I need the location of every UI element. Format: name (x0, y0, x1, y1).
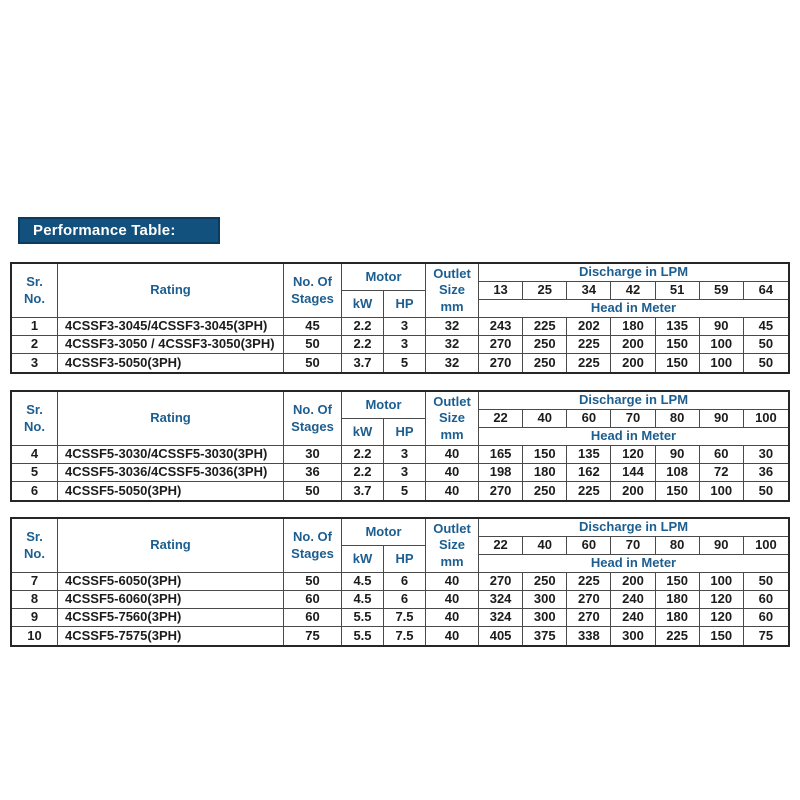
cell-rating: 4CSSF3-5050(3PH) (58, 354, 284, 372)
header-motor-hp: HP (384, 546, 426, 573)
cell-sr-no: 3 (12, 354, 58, 372)
cell-stages: 45 (284, 318, 342, 336)
header-outlet-size-line: Outlet (433, 521, 471, 537)
discharge-lpm-value: 59 (700, 282, 744, 300)
header-sr-no (12, 392, 58, 446)
header-outlet-size-line: Size (438, 282, 465, 298)
cell-head-m: 120 (700, 609, 744, 627)
discharge-lpm-value: 51 (656, 282, 700, 300)
cell-head-m: 240 (611, 609, 655, 627)
header-discharge-in-lpm: Discharge in LPM (479, 392, 788, 410)
cell-head-m: 250 (523, 354, 567, 372)
cell-outlet-mm: 40 (426, 446, 479, 464)
header-no-of-stages (284, 264, 342, 318)
discharge-lpm-value: 70 (611, 537, 655, 555)
cell-hp: 6 (384, 591, 426, 609)
discharge-lpm-value: 40 (523, 410, 567, 428)
header-sr-no-line: Sr. (26, 402, 43, 418)
cell-kw: 3.7 (342, 482, 384, 500)
discharge-lpm-value: 13 (479, 282, 523, 300)
header-sr-no-line: Sr. (26, 274, 43, 290)
header-head-in-meter: Head in Meter (479, 300, 788, 318)
header-no-of-stages-line: Stages (291, 418, 334, 434)
cell-sr-no: 1 (12, 318, 58, 336)
cell-head-m: 200 (611, 336, 655, 354)
cell-head-m: 100 (700, 336, 744, 354)
cell-head-m: 150 (656, 573, 700, 591)
cell-head-m: 270 (479, 573, 523, 591)
cell-outlet-mm: 40 (426, 609, 479, 627)
cell-kw: 2.2 (342, 336, 384, 354)
header-head-in-meter: Head in Meter (479, 555, 788, 573)
discharge-lpm-value: 42 (611, 282, 655, 300)
header-outlet-size (426, 519, 479, 573)
cell-rating: 4CSSF5-6060(3PH) (58, 591, 284, 609)
cell-head-m: 75 (758, 627, 774, 643)
cell-hp: 3 (384, 318, 426, 336)
cell-head-m: 243 (479, 318, 523, 336)
header-outlet-size-line: mm (440, 426, 464, 442)
cell-head-m: 270 (567, 591, 611, 609)
cell-stages: 75 (284, 627, 342, 645)
header-outlet-size-line: Size (438, 410, 465, 426)
cell-sr-no: 5 (12, 464, 58, 482)
cell-head-m: 225 (567, 354, 611, 372)
cell-head-m: 108 (656, 464, 700, 482)
cell-head-m: 60 (744, 609, 788, 627)
header-discharge-in-lpm: Discharge in LPM (479, 519, 788, 537)
header-motor: Motor (342, 264, 426, 291)
cell-sr-no: 8 (12, 591, 58, 609)
cell-stages: 60 (284, 591, 342, 609)
cell-head-m: 225 (567, 482, 611, 500)
discharge-lpm-value: 90 (700, 537, 744, 555)
header-head-in-meter: Head in Meter (479, 428, 788, 446)
cell-head-m: 250 (523, 573, 567, 591)
cell-hp: 5 (384, 482, 426, 500)
cell-head-m: 144 (611, 464, 655, 482)
cell-head-m: 150 (656, 354, 700, 372)
cell-head-m: 36 (744, 464, 788, 482)
header-sr-no-line: Sr. (26, 529, 43, 545)
discharge-lpm-value: 34 (567, 282, 611, 300)
performance-table-2 (10, 390, 790, 502)
cell-head-m: 100 (700, 354, 744, 372)
cell-outlet-mm: 32 (426, 318, 479, 336)
cell-head-m: 180 (656, 591, 700, 609)
cell-outlet-mm: 40 (426, 482, 479, 500)
cell-sr-no: 6 (12, 482, 58, 500)
cell-head-m: 270 (479, 336, 523, 354)
cell-rating: 4CSSF5-5050(3PH) (58, 482, 284, 500)
header-no-of-stages-line: No. Of (293, 402, 332, 418)
cell-head-m: 60 (744, 591, 788, 609)
cell-head-m: 250 (523, 482, 567, 500)
cell-head-m: 180 (611, 318, 655, 336)
header-rating: Rating (58, 519, 284, 573)
cell-kw: 2.2 (342, 464, 384, 482)
cell-sr-no: 7 (12, 573, 58, 591)
cell-stages: 50 (284, 482, 342, 500)
cell-outlet-mm: 40 (426, 464, 479, 482)
cell-head-m: 300 (523, 591, 567, 609)
cell-rating: 4CSSF5-7560(3PH) (58, 609, 284, 627)
cell-head-m: 200 (611, 573, 655, 591)
discharge-lpm-value: 25 (523, 282, 567, 300)
cell-head-m: 150 (656, 482, 700, 500)
cell-head-m: 225 (567, 336, 611, 354)
discharge-lpm-value: 70 (611, 410, 655, 428)
discharge-lpm-value: 100 (744, 537, 788, 555)
cell-head-m: 50 (744, 573, 788, 591)
cell-hp: 7.5 (384, 627, 426, 645)
cell-head-m: 50 (744, 336, 788, 354)
cell-head-m: 30 (744, 446, 788, 464)
cell-sr-no: 2 (12, 336, 58, 354)
header-motor: Motor (342, 519, 426, 546)
cell-head-m: 120 (700, 591, 744, 609)
cell-head-m: 72 (700, 464, 744, 482)
cell-head-m: 120 (611, 446, 655, 464)
cell-head-m: 200 (611, 354, 655, 372)
cell-hp: 3 (384, 464, 426, 482)
cell-head-m: 270 (567, 609, 611, 627)
cell-head-m: 300 (611, 627, 655, 645)
discharge-lpm-value: 64 (744, 282, 788, 300)
cell-head-m: 150 (523, 446, 567, 464)
discharge-lpm-value: 22 (479, 410, 523, 428)
cell-head-m: 135 (567, 446, 611, 464)
cell-kw: 4.5 (342, 591, 384, 609)
header-rating: Rating (58, 392, 284, 446)
cell-head-m: 270 (479, 482, 523, 500)
discharge-lpm-value: 90 (700, 410, 744, 428)
header-sr-no-line: No. (24, 545, 45, 561)
cell-head-m: 300 (523, 609, 567, 627)
header-discharge-in-lpm: Discharge in LPM (479, 264, 788, 282)
cell-rating: 4CSSF5-6050(3PH) (58, 573, 284, 591)
cell-head-m: 375 (523, 627, 567, 645)
cell-head-m: 90 (656, 446, 700, 464)
cell-head-m: 202 (567, 318, 611, 336)
header-sr-no (12, 264, 58, 318)
header-no-of-stages-line: Stages (291, 545, 334, 561)
header-sr-no (12, 519, 58, 573)
cell-head-m: 50 (758, 354, 774, 370)
cell-kw: 2.2 (342, 446, 384, 464)
cell-kw: 5.5 (342, 609, 384, 627)
cell-head-m: 135 (656, 318, 700, 336)
header-no-of-stages (284, 392, 342, 446)
cell-sr-no: 4 (12, 446, 58, 464)
cell-head-m: 165 (479, 446, 523, 464)
cell-head-m: 240 (611, 591, 655, 609)
discharge-lpm-value: 40 (523, 537, 567, 555)
header-outlet-size-line: Size (438, 537, 465, 553)
cell-sr-no: 10 (12, 627, 58, 645)
header-outlet-size-line: mm (440, 553, 464, 569)
header-outlet-size (426, 392, 479, 446)
header-motor-kw: kW (342, 546, 384, 573)
cell-head-m: 50 (758, 482, 774, 498)
cell-kw: 5.5 (342, 627, 384, 645)
header-no-of-stages-line: No. Of (293, 274, 332, 290)
cell-head-m: 225 (523, 318, 567, 336)
cell-kw: 4.5 (342, 573, 384, 591)
cell-head-m: 150 (656, 336, 700, 354)
cell-hp: 5 (384, 354, 426, 372)
header-outlet-size (426, 264, 479, 318)
cell-head-m: 100 (700, 482, 744, 500)
cell-head-m: 405 (479, 627, 523, 645)
cell-stages: 50 (284, 336, 342, 354)
discharge-lpm-value: 80 (656, 537, 700, 555)
header-outlet-size-line: mm (440, 298, 464, 314)
cell-head-m: 45 (744, 318, 788, 336)
header-no-of-stages (284, 519, 342, 573)
cell-head-m: 60 (700, 446, 744, 464)
discharge-lpm-value: 60 (567, 410, 611, 428)
header-outlet-size-line: Outlet (433, 266, 471, 282)
header-rating: Rating (58, 264, 284, 318)
cell-head-m: 250 (523, 336, 567, 354)
cell-head-m: 150 (700, 627, 744, 645)
cell-rating: 4CSSF5-3036/4CSSF5-3036(3PH) (58, 464, 284, 482)
header-motor: Motor (342, 392, 426, 419)
discharge-lpm-value: 100 (744, 410, 788, 428)
header-no-of-stages-line: Stages (291, 290, 334, 306)
header-motor-hp: HP (384, 419, 426, 446)
cell-rating: 4CSSF5-7575(3PH) (58, 627, 284, 645)
header-motor-hp: HP (384, 291, 426, 318)
header-motor-kw: kW (342, 419, 384, 446)
discharge-lpm-value: 80 (656, 410, 700, 428)
cell-outlet-mm: 40 (426, 627, 479, 645)
header-sr-no-line: No. (24, 290, 45, 306)
cell-rating: 4CSSF3-3045/4CSSF3-3045(3PH) (58, 318, 284, 336)
cell-hp: 3 (384, 446, 426, 464)
cell-head-m: 180 (523, 464, 567, 482)
cell-head-m: 270 (479, 354, 523, 372)
cell-rating: 4CSSF5-3030/4CSSF5-3030(3PH) (58, 446, 284, 464)
cell-outlet-mm: 32 (426, 354, 479, 372)
performance-table-3 (10, 517, 790, 647)
cell-kw: 2.2 (342, 318, 384, 336)
cell-head-m: 162 (567, 464, 611, 482)
cell-head-m: 225 (656, 627, 700, 645)
cell-stages: 60 (284, 609, 342, 627)
cell-hp: 6 (384, 573, 426, 591)
header-sr-no-line: No. (24, 418, 45, 434)
cell-rating: 4CSSF3-3050 / 4CSSF3-3050(3PH) (58, 336, 284, 354)
cell-stages: 50 (284, 573, 342, 591)
discharge-lpm-value: 22 (479, 537, 523, 555)
cell-outlet-mm: 32 (426, 336, 479, 354)
cell-kw: 3.7 (342, 354, 384, 372)
banner-title: Performance Table: (33, 222, 176, 239)
cell-hp: 7.5 (384, 609, 426, 627)
cell-head-m: 198 (479, 464, 523, 482)
performance-table-banner (18, 217, 220, 244)
cell-head-m: 338 (567, 627, 611, 645)
discharge-lpm-value: 60 (567, 537, 611, 555)
cell-head-m: 324 (479, 609, 523, 627)
cell-stages: 30 (284, 446, 342, 464)
cell-head-m: 200 (611, 482, 655, 500)
cell-hp: 3 (384, 336, 426, 354)
cell-head-m: 225 (567, 573, 611, 591)
cell-outlet-mm: 40 (426, 591, 479, 609)
cell-stages: 50 (284, 354, 342, 372)
header-motor-kw: kW (342, 291, 384, 318)
cell-head-m: 100 (700, 573, 744, 591)
performance-table-1 (10, 262, 790, 374)
cell-head-m: 180 (656, 609, 700, 627)
cell-stages: 36 (284, 464, 342, 482)
cell-outlet-mm: 40 (426, 573, 479, 591)
cell-head-m: 324 (479, 591, 523, 609)
header-outlet-size-line: Outlet (433, 394, 471, 410)
cell-head-m: 90 (700, 318, 744, 336)
cell-sr-no: 9 (12, 609, 58, 627)
header-no-of-stages-line: No. Of (293, 529, 332, 545)
